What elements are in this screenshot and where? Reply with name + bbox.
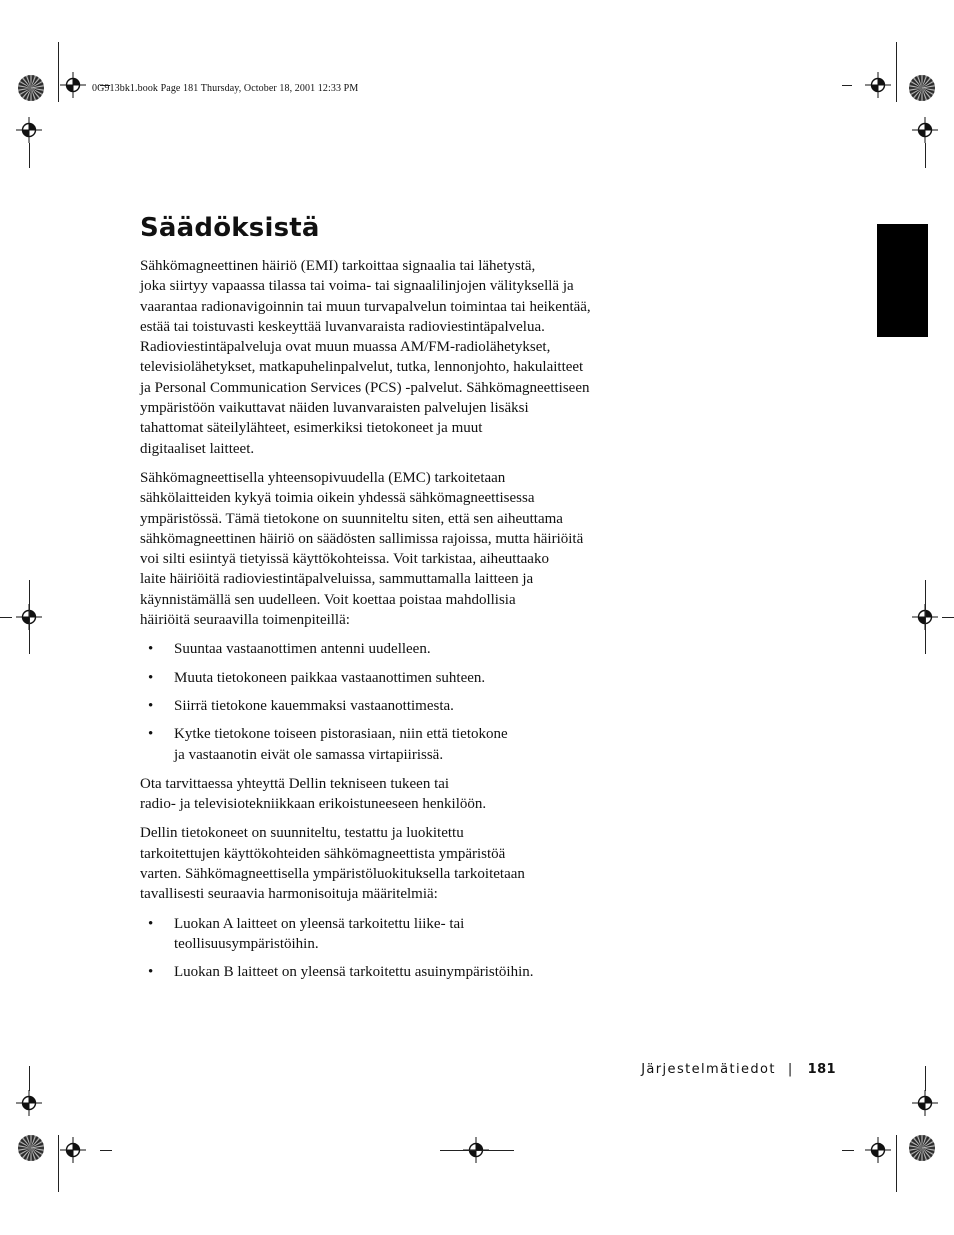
list-item-text: Suuntaa vastaanottimen antenni uudelleen. <box>174 641 431 658</box>
page-number: 181 <box>807 1062 836 1077</box>
list-item <box>140 639 640 659</box>
list-item-text: Kytke tietokone toiseen pistorasiaan, niin että tietokone ja vastaanotin eivät ole samassa virtapiirissä. <box>174 726 508 763</box>
registration-mark-icon <box>60 72 86 98</box>
bullet-icon: • <box>148 726 154 743</box>
list-item <box>140 668 640 688</box>
list-item-text: Siirrä tietokone kauemmaksi vastaanottimesta. <box>174 697 454 714</box>
color-target-icon <box>908 1134 936 1162</box>
crop-mark <box>100 1150 112 1151</box>
crop-mark <box>842 85 852 86</box>
list-item-text: Luokan A laitteet on yleensä tarkoitettu liike- tai teollisuusympäristöihin. <box>174 915 465 952</box>
crop-mark <box>896 1135 897 1192</box>
registration-mark-icon <box>16 117 42 143</box>
crop-mark <box>29 580 30 654</box>
color-target-icon <box>908 74 936 102</box>
crop-mark <box>58 1135 59 1192</box>
paragraph-emi: Sähkömagneettinen häiriö (EMI) tarkoittaa signaalia tai lähetystä, joka siirtyy vapaassa tilassa tai voima- tai signaalilinjojen välityksellä ja vaarantaa radionavigoinnin tai muun turvapalvelun toimintaa tai heikentää, estää tai toistuvasti keskeyttää luvanvaraista radioviestintäpalvelua. Radioviestintäpalveluja ovat muun muassa AM/FM-radiolähetykset, televisiolähetykset, matkapuhelinpalvelut, tutka, lennonjohto, hakulaitteet ja Personal Communication Services (PCS) -palvelut. Sähkömagneettiseen ympäristöön vaikuttavat näiden luvanvaraisten palvelujen lisäksi tahattomat säteilylähteet, esimerkiksi tietokoneet ja muut digitaaliset laitteet. <box>140 258 591 457</box>
crop-mark <box>58 42 59 102</box>
color-target-icon <box>17 74 45 102</box>
registration-mark-icon <box>912 117 938 143</box>
registration-mark-icon <box>16 1090 42 1116</box>
paragraph-emc: Sähkömagneettisella yhteensopivuudella (EMC) tarkoitetaan sähkölaitteiden kykyä toimia oikein yhdessä sähkömagneettisessa ympäristössä. Tämä tietokone on suunniteltu siten, että sen aiheuttama sähkömagneettinen häiriö on säädösten sallimissa rajoissa, mutta häiriöitä voi silti esiintyä tietyissä käyttökohteissa. Voit tarkistaa, aiheuttaako laite häiriöitä radioviestintäpalveluissa, sammuttamalla laitteen ja käynnistämällä sen uudelleen. Voit koettaa poistaa mahdollisia häiriöitä seuraavilla toimenpiteillä: <box>140 469 584 629</box>
list-item-text: Muuta tietokoneen paikkaa vastaanottimen suhteen. <box>174 669 486 686</box>
list-item-text: Luokan B laitteet on yleensä tarkoitettu asuinympäristöihin. <box>174 964 534 981</box>
crop-mark <box>440 1150 514 1151</box>
crop-mark <box>29 1066 30 1091</box>
registration-mark-icon <box>60 1137 86 1163</box>
bullet-icon: • <box>148 915 154 932</box>
list-item <box>140 914 640 955</box>
footer-separator: | <box>787 1062 794 1077</box>
crop-mark <box>29 143 30 168</box>
registration-mark-icon <box>912 1090 938 1116</box>
footer-section-name: Järjestelmätiedot <box>641 1062 776 1077</box>
page-footer <box>641 1062 836 1077</box>
paragraph-contact: Ota tarvittaessa yhteyttä Dellin tekniseen tukeen tai radio- ja televisiotekniikkaan erikoistuneeseen henkilöön. <box>140 775 487 813</box>
print-header-info: 0G913bk1.book Page 181 Thursday, October 18, 2001 12:33 PM <box>92 83 359 94</box>
bullet-icon: • <box>148 669 154 686</box>
crop-mark <box>925 143 926 168</box>
remedy-list <box>140 639 640 764</box>
language-side-tab <box>877 224 928 337</box>
main-content <box>140 256 640 992</box>
bullet-icon: • <box>148 641 154 658</box>
page-title: Säädöksistä <box>140 213 320 243</box>
bullet-icon: • <box>148 964 154 981</box>
registration-mark-icon <box>865 1137 891 1163</box>
crop-mark <box>925 580 926 654</box>
crop-mark <box>0 617 12 618</box>
crop-mark <box>896 42 897 102</box>
paragraph-classification: Dellin tietokoneet on suunniteltu, testattu ja luokitettu tarkoitettujen käyttökohteiden sähkömagneettista ympäristöä varten. Sähkömagneettisella ympäristöluokituksella tarkoitetaan tavallisesti seuraavia harmonisoituja määritelmiä: <box>140 825 525 903</box>
list-item <box>140 962 640 982</box>
registration-mark-icon <box>865 72 891 98</box>
class-list <box>140 914 640 983</box>
color-target-icon <box>17 1134 45 1162</box>
bullet-icon: • <box>148 697 154 714</box>
crop-mark <box>925 1066 926 1091</box>
crop-mark <box>942 617 954 618</box>
list-item <box>140 724 640 765</box>
crop-mark <box>842 1150 854 1151</box>
list-item <box>140 696 640 716</box>
